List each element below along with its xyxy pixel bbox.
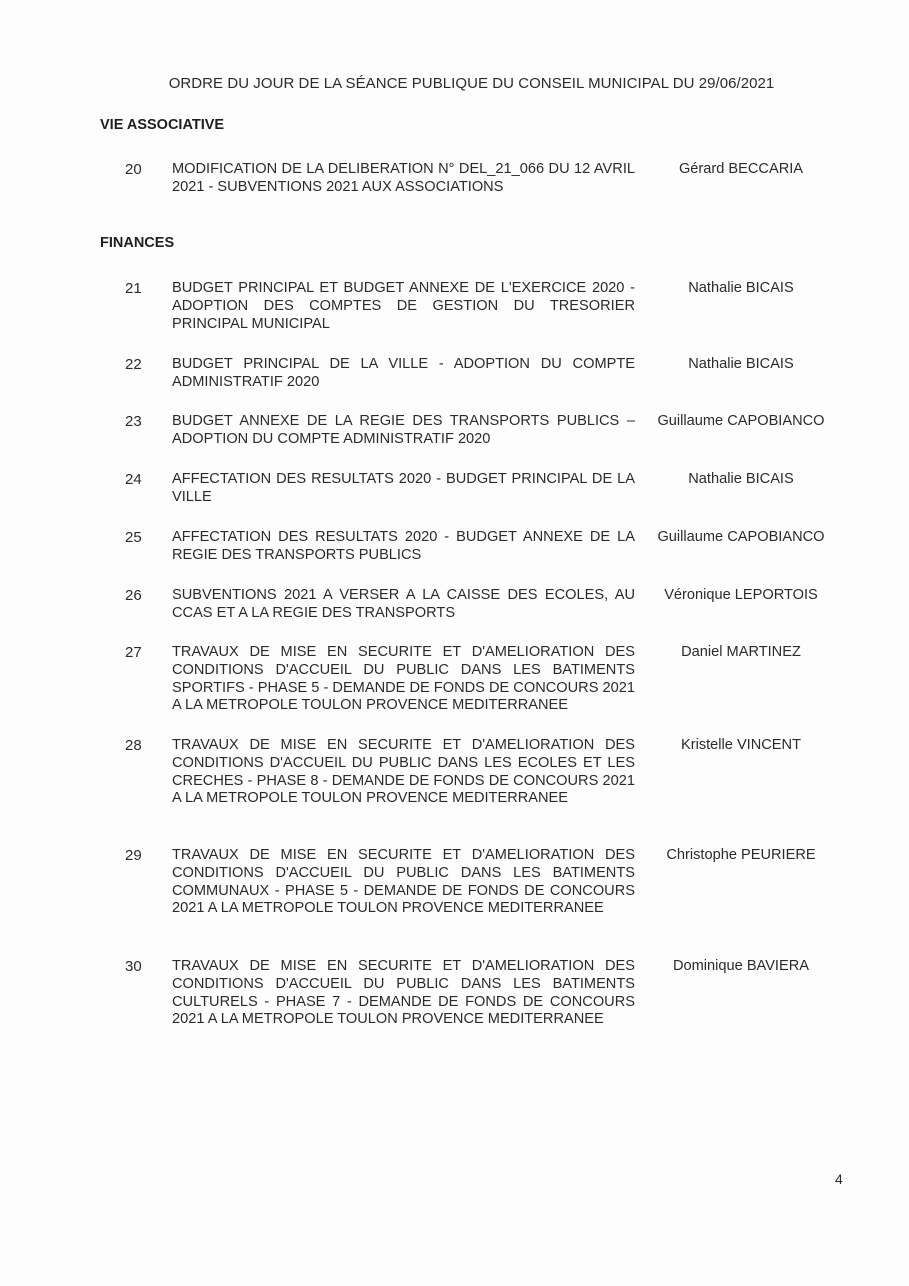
- item-rapporteur: Christophe PEURIERE: [666, 847, 816, 863]
- item-rapporteur: Kristelle VINCENT: [680, 737, 801, 753]
- item-number: 21: [125, 280, 142, 297]
- item-title: TRAVAUX DE MISE EN SECURITE ET D'AMELIORATION DES CONDITIONS D'ACCUEIL DU PUBLIC DANS LES BATIMENTS CULTURELS - PHASE 7 - DEMANDE DE FONDS DE CONCOURS 2021 A LA METROPOLE TOULON PROVENCE MEDITERRANEE: [172, 958, 635, 1028]
- item-title: TRAVAUX DE MISE EN SECURITE ET D'AMELIORATION DES CONDITIONS D'ACCUEIL DU PUBLIC DANS LES BATIMENTS SPORTIFS - PHASE 5 - DEMANDE DE FONDS DE CONCOURS 2021 A LA METROPOLE TOULON PROVENCE MEDITERRANEE: [172, 644, 635, 714]
- page-header: ORDRE DU JOUR DE LA SÉANCE PUBLIQUE DU CONSEIL MUNICIPAL DU 29/06/2021: [168, 75, 775, 92]
- item-rapporteur: Guillaume CAPOBIANCO: [657, 413, 825, 429]
- item-number: 25: [125, 529, 142, 546]
- item-title: BUDGET PRINCIPAL ET BUDGET ANNEXE DE L'EXERCICE 2020 - ADOPTION DES COMPTES DE GESTION DU TRESORIER PRINCIPAL MUNICIPAL: [172, 280, 635, 332]
- item-rapporteur: Dominique BAVIERA: [673, 958, 809, 974]
- item-number: 28: [125, 737, 142, 754]
- item-rapporteur: Nathalie BICAIS: [688, 280, 794, 296]
- item-number: 20: [125, 161, 142, 178]
- item-rapporteur: Nathalie BICAIS: [688, 356, 794, 372]
- item-number: 24: [125, 471, 142, 488]
- item-title: SUBVENTIONS 2021 A VERSER A LA CAISSE DES ECOLES, AU CCAS ET A LA REGIE DES TRANSPORTS: [172, 587, 635, 621]
- item-title: AFFECTATION DES RESULTATS 2020 - BUDGET PRINCIPAL DE LA VILLE: [172, 471, 635, 505]
- item-number: 23: [125, 413, 142, 430]
- item-number: 29: [125, 847, 142, 864]
- item-title: TRAVAUX DE MISE EN SECURITE ET D'AMELIORATION DES CONDITIONS D'ACCUEIL DU PUBLIC DANS LES BATIMENTS COMMUNAUX - PHASE 5 - DEMANDE DE FONDS DE CONCOURS 2021 A LA METROPOLE TOULON PROVENCE MEDITERRANEE: [172, 847, 635, 917]
- item-title: TRAVAUX DE MISE EN SECURITE ET D'AMELIORATION DES CONDITIONS D'ACCUEIL DU PUBLIC DANS LES ECOLES ET LES CRECHES - PHASE 8 - DEMANDE DE FONDS DE CONCOURS 2021 A LA METROPOLE TOULON PROVENCE MEDITERRANEE: [172, 737, 635, 807]
- item-title: AFFECTATION DES RESULTATS 2020 - BUDGET ANNEXE DE LA REGIE DES TRANSPORTS PUBLICS: [172, 529, 635, 563]
- item-rapporteur: Gérard BECCARIA: [678, 161, 804, 177]
- item-rapporteur: Guillaume CAPOBIANCO: [657, 529, 825, 545]
- item-number: 30: [125, 958, 142, 975]
- page-number: 4: [835, 1171, 843, 1187]
- item-title: BUDGET ANNEXE DE LA REGIE DES TRANSPORTS PUBLICS – ADOPTION DU COMPTE ADMINISTRATIF 2020: [172, 413, 635, 447]
- item-number: 22: [125, 356, 142, 373]
- item-rapporteur: Véronique LEPORTOIS: [664, 587, 818, 603]
- item-title: MODIFICATION DE LA DELIBERATION N° DEL_21_066 DU 12 AVRIL 2021 - SUBVENTIONS 2021 AUX ASSOCIATIONS: [172, 161, 635, 195]
- section-title-finances: FINANCES: [100, 235, 175, 251]
- item-number: 26: [125, 587, 142, 604]
- item-number: 27: [125, 644, 142, 661]
- item-rapporteur: Daniel MARTINEZ: [681, 644, 801, 660]
- item-rapporteur: Nathalie BICAIS: [688, 471, 794, 487]
- section-title-vie-associative: VIE ASSOCIATIVE: [100, 117, 225, 133]
- item-title: BUDGET PRINCIPAL DE LA VILLE - ADOPTION DU COMPTE ADMINISTRATIF 2020: [172, 356, 635, 390]
